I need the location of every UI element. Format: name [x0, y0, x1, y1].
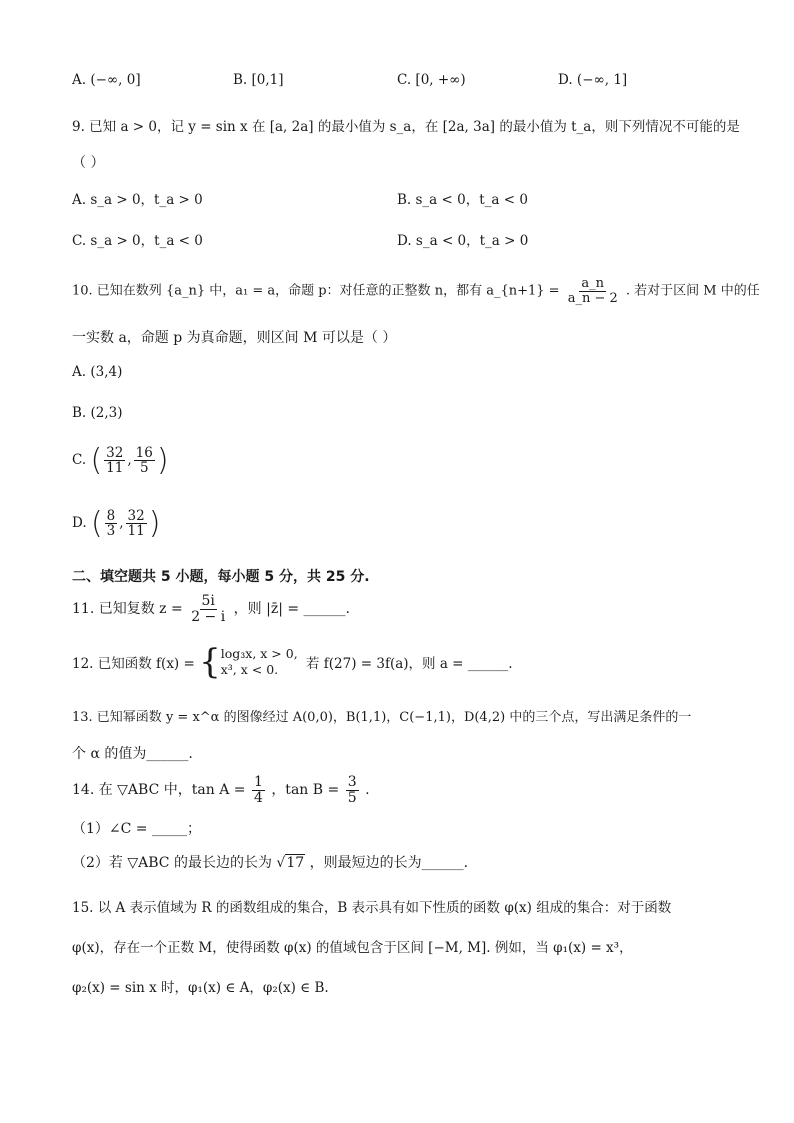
- q14-part-2-pre: （2）若 ▽ABC 的最长边的长为: [72, 855, 272, 871]
- right-paren: ): [156, 443, 169, 478]
- right-paren: ): [148, 506, 161, 541]
- q12-post: 若 f(27) = 3f(a)，则 a = ______.: [305, 656, 513, 672]
- q13-line2: 个 α 的值为______.: [72, 746, 193, 762]
- section-2-heading: 二、填空题共 5 小题，每小题 5 分，共 25 分.: [72, 569, 370, 585]
- q9-answer-paren: （ ）: [72, 155, 105, 171]
- q10-recurrence-fraction: [566, 277, 620, 305]
- frac-den: 11: [127, 523, 145, 539]
- frac-num: 8: [106, 507, 116, 524]
- q8-option-d: D. (−∞, 1]: [558, 72, 628, 88]
- q8-option-a: A. (−∞, 0]: [72, 72, 141, 88]
- q11-fraction: [189, 594, 227, 624]
- q10-c-fraction-2: [134, 446, 155, 475]
- q14-tanB-fraction: [346, 775, 359, 805]
- q14-part-2-post: ，则最短边的长为______.: [309, 855, 469, 871]
- q11-pre: 11. 已知复数 z =: [72, 601, 183, 618]
- q9-option-a: A. s_a > 0，t_a > 0: [72, 192, 203, 208]
- q14-mid: ，tan B =: [271, 782, 340, 799]
- left-paren: (: [90, 506, 103, 541]
- q9-option-d: D. s_a < 0，t_a > 0: [397, 233, 529, 249]
- q14-tanA-fraction: [252, 775, 265, 805]
- frac-num: 32: [127, 507, 145, 524]
- left-brace: {: [199, 642, 221, 682]
- q10-option-c: C. ( $\frac{32}{11}$ , $\frac{16}{5}$ ): [72, 443, 169, 478]
- frac-num: 16: [135, 444, 153, 461]
- q10-stem-pre: 10. 已知在数列 {a_n} 中，a₁ = a，命题 p：对任意的正整数 n，都有 a_{n+1} =: [72, 283, 560, 299]
- q10-option-d: D. ( $\frac{8}{3}$ , $\frac{32}{11}$ ): [72, 506, 161, 541]
- q8-option-b: B. [0,1]: [233, 72, 284, 88]
- q9-option-c: C. s_a > 0，t_a < 0: [72, 233, 203, 249]
- q15-line1: 15. 以 A 表示值域为 R 的函数组成的集合，B 表示具有如下性质的函数 φ(x) 组成的集合：对于函数: [72, 900, 672, 916]
- q10-option-c-label: C.: [72, 452, 87, 468]
- q14-part-2: （2）若 ▽ABC 的最长边的长为 √17 ，则最短边的长为______.: [72, 855, 469, 871]
- q10-stem-line2: 一实数 a，命题 p 为真命题，则区间 M 可以是（ ）: [72, 330, 397, 346]
- q10-option-a: A. (3,4): [72, 364, 123, 380]
- frac-num: 1: [253, 774, 263, 790]
- left-paren: (: [90, 443, 103, 478]
- q9-option-b: B. s_a < 0，t_a < 0: [397, 192, 528, 208]
- q12-case-2: x³, x < 0.: [220, 662, 279, 677]
- q12-pre: 12. 已知函数 f(x) =: [72, 656, 195, 672]
- q11-post: ，则 |z̄| = ______.: [233, 601, 350, 618]
- q10-c-fraction-1: [104, 446, 125, 475]
- frac-den: 3: [106, 523, 116, 539]
- q10-fraction-denominator: a_n − 2: [567, 290, 618, 306]
- frac-num: 32: [106, 444, 124, 461]
- q8-option-c: C. [0, +∞): [397, 72, 466, 88]
- frac-den: 5: [139, 460, 149, 476]
- frac-den: 5: [347, 789, 357, 806]
- q12: [72, 642, 513, 682]
- q10-option-b: B. (2,3): [72, 405, 123, 421]
- frac-den: 2 − i: [191, 608, 226, 625]
- q10-d-fraction-2: [126, 509, 147, 538]
- q10-d-fraction-1: [105, 509, 118, 538]
- q14-sqrt-radicand: 17: [286, 855, 305, 871]
- q13-line1: 13. 已知幂函数 y = x^α 的图像经过 A(0,0)，B(1,1)，C(−1,1)，D(4,2) 中的三个点，写出满足条件的一: [72, 710, 692, 725]
- frac-num: 3: [347, 774, 357, 790]
- q10-stem: [72, 277, 760, 305]
- q15-line2: φ(x)，存在一个正数 M，使得函数 φ(x) 的值域包含于区间 [−M, M]. 例如，当 φ₁(x) = x³，: [72, 940, 633, 956]
- q14-pre: 14. 在 ▽ABC 中，tan A =: [72, 782, 246, 799]
- q12-piecewise-cases: [221, 646, 298, 677]
- q14-stem: [72, 775, 370, 805]
- q14-end: .: [365, 782, 370, 799]
- q10-option-d-label: D.: [72, 515, 87, 531]
- frac-den: 4: [253, 789, 263, 806]
- frac-den: 11: [106, 460, 124, 476]
- q9-stem: 9. 已知 a > 0，记 y = sin x 在 [a, 2a] 的最小值为 s_a，在 [2a, 3a] 的最小值为 t_a，则下列情况不可能的是: [72, 119, 740, 135]
- q10-fraction-numerator: a_n: [581, 276, 605, 291]
- frac-num: 5i: [201, 593, 215, 609]
- q11: [72, 594, 350, 624]
- q10-stem-post: . 若对于区间 M 中的任: [625, 283, 760, 299]
- q14-part-1: （1）∠C = _____；: [72, 821, 201, 837]
- q12-case-1: log₃x, x > 0,: [220, 646, 298, 662]
- q15-line3: φ₂(x) = sin x 时，φ₁(x) ∈ A，φ₂(x) ∈ B.: [72, 980, 329, 996]
